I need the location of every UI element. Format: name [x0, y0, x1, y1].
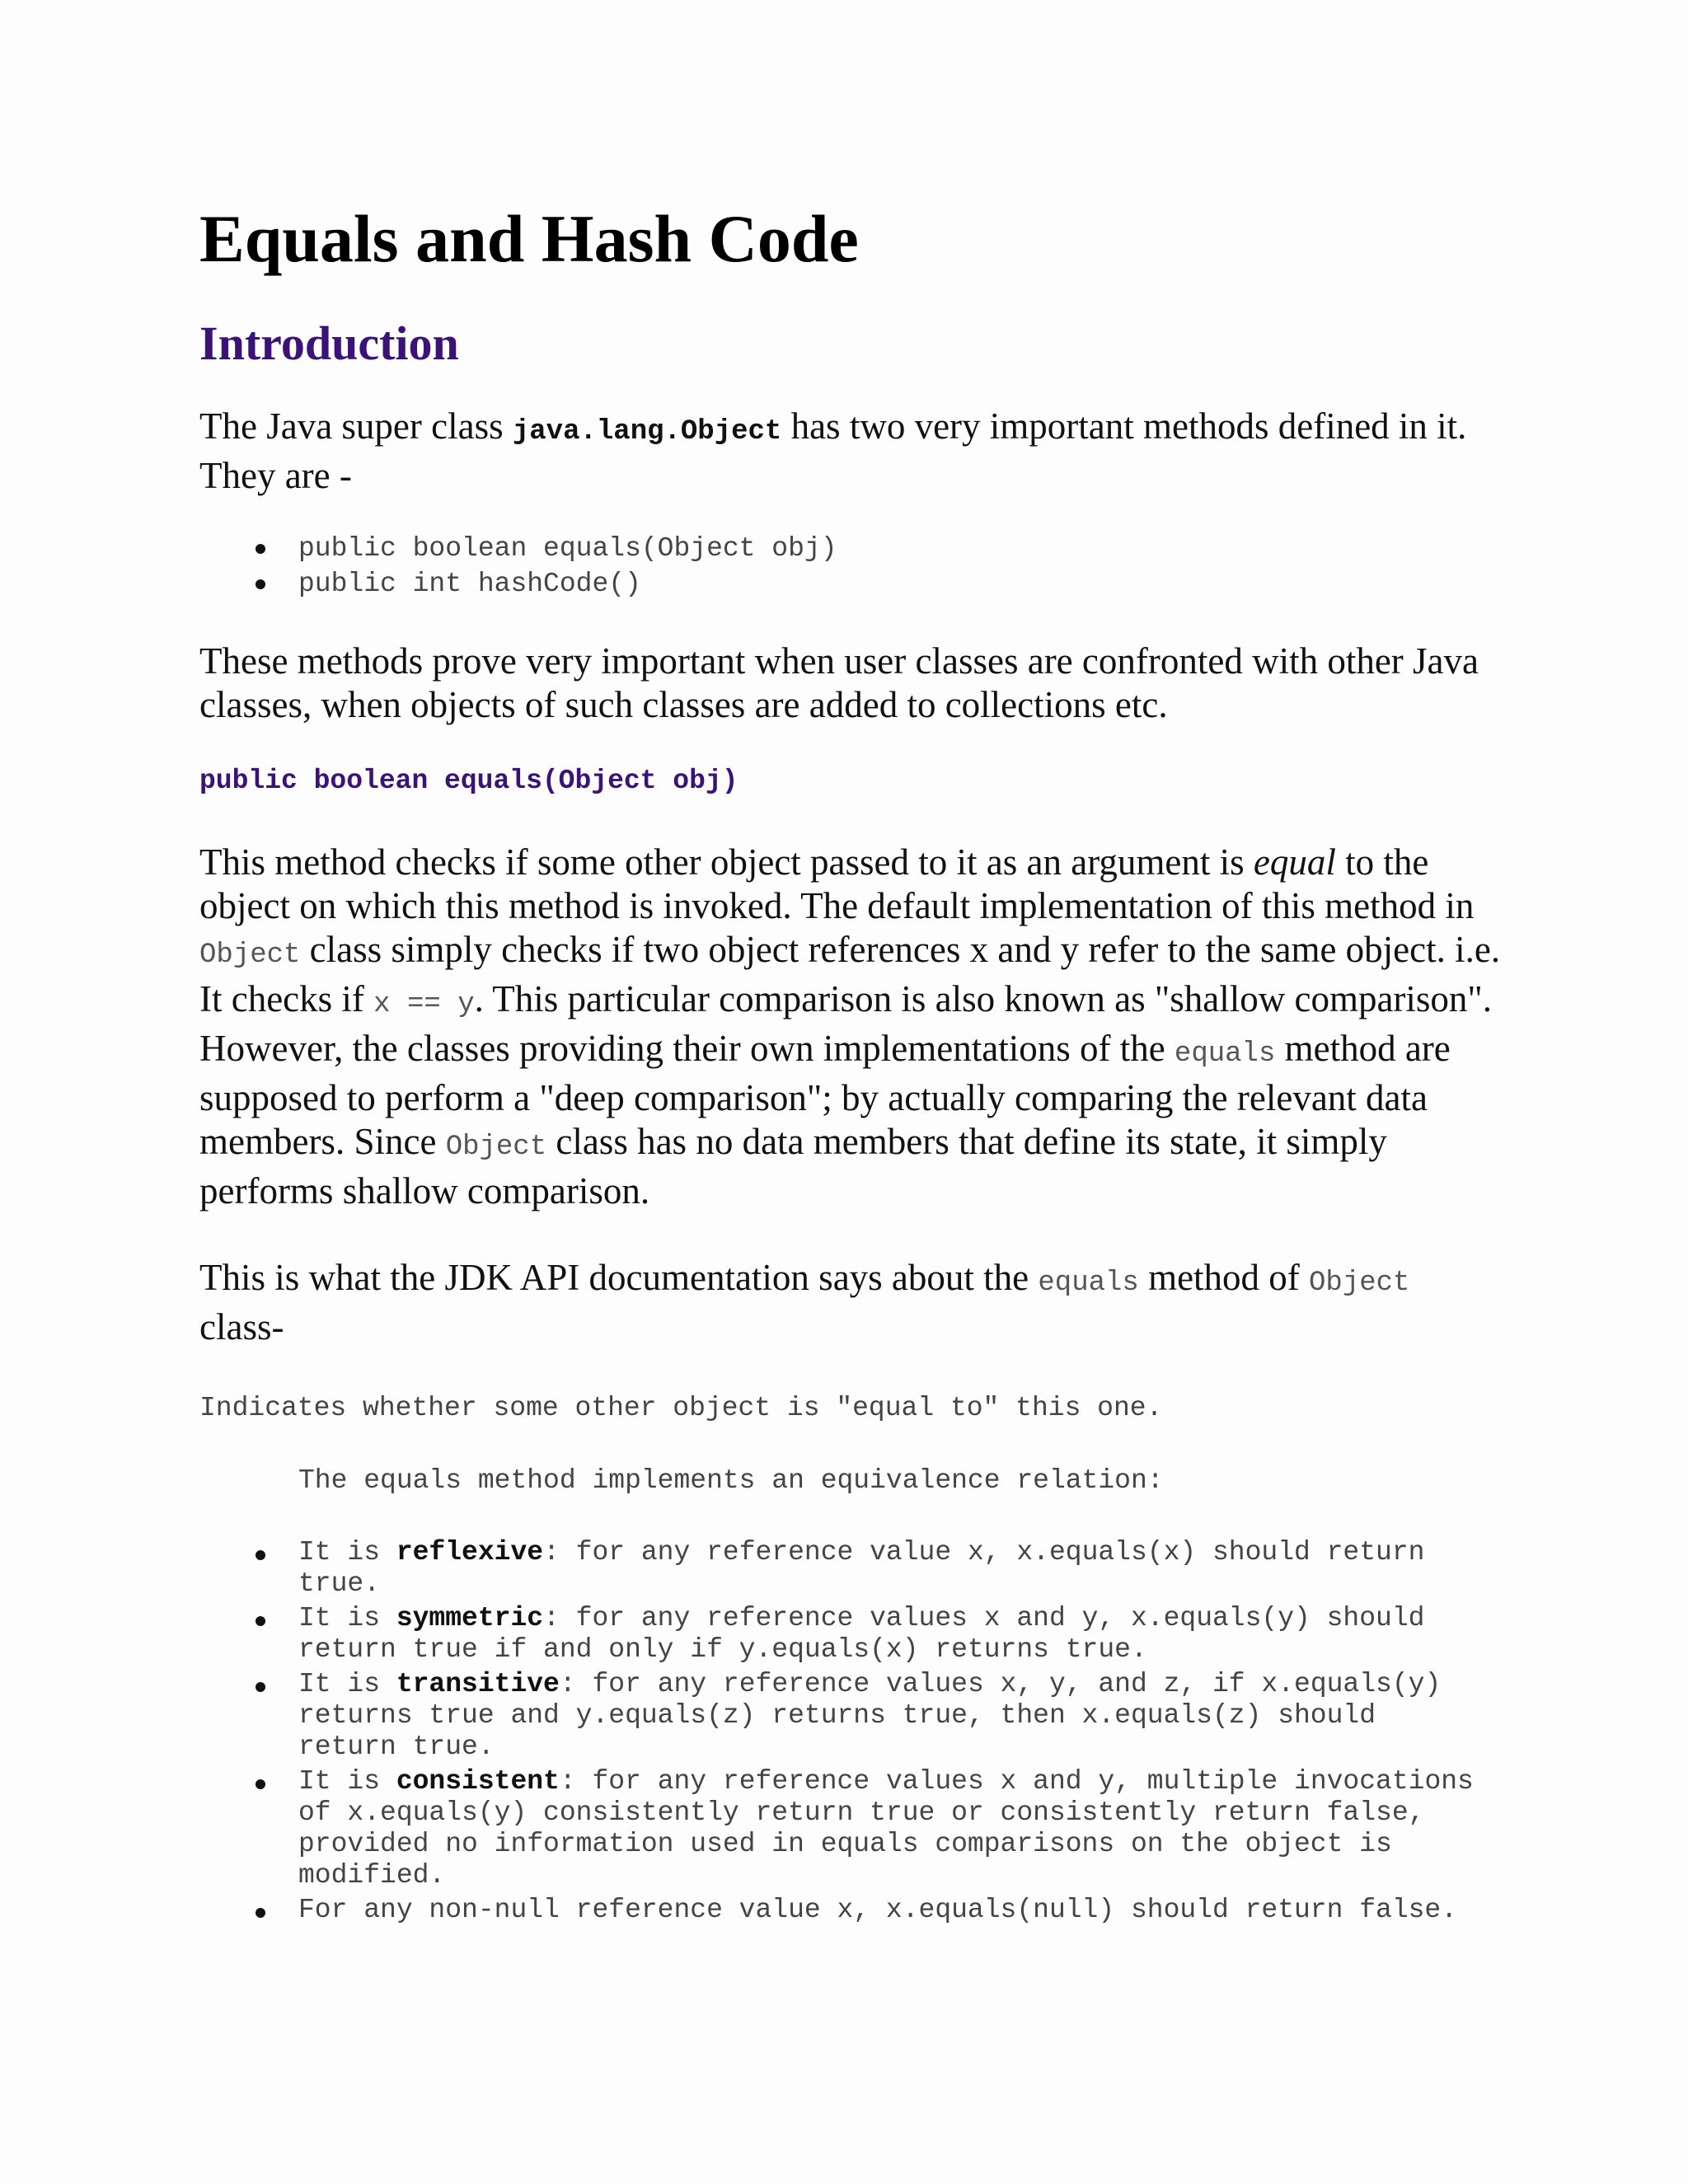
para3-emphasis: equal [1253, 841, 1336, 883]
para3-code-4: Object [445, 1132, 547, 1163]
list-item-symmetric [298, 1603, 1485, 1666]
para3-text-3: class simply checks if two object references x and y refer to the same object. i.e. It checks if [199, 929, 1501, 1019]
jdk-doc-paragraph [199, 1256, 1502, 1349]
rule-term: symmetric [396, 1603, 544, 1633]
list-item-consistent [298, 1766, 1485, 1891]
methods-importance-paragraph: These methods prove very important when user classes are confronted with other Java classes, when objects of such classes are added to collections etc. [199, 640, 1479, 725]
rule-text: : for any reference values x and y, x.equals(y) should return true if and only if y.equals(x) returns true. [298, 1603, 1425, 1665]
rule-text: : for any reference values x and y, multiple invocations of x.equals(y) consistently return true or consistently return false, provided no information used in equals comparisons on the object is modified. [298, 1766, 1474, 1891]
intro-text-after: has two very important methods defined in it. They are - [199, 405, 1467, 496]
para4-text-3: class- [199, 1306, 284, 1347]
rule-text: : for any reference values x, y, and z, if x.equals(y) returns true and y.equals(z) returns true, then x.equals(z) should return true. [298, 1669, 1442, 1762]
para3-text-5: method are supposed to perform a "deep comparison"; by actually comparing the relevant data members. Since [199, 1028, 1451, 1162]
equivalence-rules-list [199, 1537, 1502, 1926]
para3-code-3: equals [1174, 1038, 1276, 1070]
method-signature-list [199, 531, 1502, 602]
api-quote-lead: Indicates whether some other object is "equal to" this one. [199, 1393, 1163, 1423]
list-item-transitive [298, 1669, 1485, 1763]
rule-text: For any non-null reference value x, x.equals(null) should return false. [298, 1895, 1458, 1925]
para3-text-6: class has no data members that define its state, it simply performs shallow comparison. [199, 1121, 1387, 1212]
intro-text-before: The Java super class [199, 405, 513, 447]
list-item-hashcode-signature: public int hashCode() [298, 566, 1502, 602]
list-item-non-null [298, 1895, 1485, 1926]
rule-term: consistent [396, 1766, 560, 1797]
equals-description-paragraph [199, 841, 1502, 1213]
para3-code-1: Object [199, 940, 301, 971]
rule-term: reflexive [396, 1537, 544, 1568]
rule-prefix: It is [298, 1669, 396, 1699]
para3-text-4: . This particular comparison is also known as "shallow comparison". However, the classes providing their own implementations of the [199, 978, 1493, 1069]
rule-prefix: It is [298, 1603, 396, 1633]
para4-code-1: equals [1038, 1268, 1139, 1299]
intro-paragraph [199, 405, 1502, 498]
rule-term: transitive [396, 1669, 560, 1699]
rule-prefix: It is [298, 1537, 396, 1568]
list-item-reflexive [298, 1537, 1485, 1600]
equals-method-subheading: public boolean equals(Object obj) [199, 766, 738, 796]
para3-code-2: x == y [373, 989, 475, 1020]
para4-text-1: This is what the JDK API documentation says about the [199, 1257, 1039, 1298]
document-page [199, 194, 1502, 1929]
rule-prefix: It is [298, 1766, 396, 1797]
section-heading-introduction: Introduction [199, 316, 459, 370]
intro-code-class: java.lang.Object [512, 416, 782, 448]
para3-text-1: This method checks if some other object passed to it as an argument is [199, 841, 1254, 883]
api-quote-subtext: The equals method implements an equivalence relation: [298, 1465, 1164, 1496]
list-item-equals-signature: public boolean equals(Object obj) [298, 531, 1502, 566]
para4-code-2: Object [1309, 1268, 1410, 1299]
para4-text-2: method of [1138, 1257, 1310, 1298]
page-title: Equals and Hash Code [199, 201, 859, 276]
para3-text-2: to the object on which this method is invoked. The default implementation of this method in [199, 841, 1475, 926]
rule-text: : for any reference value x, x.equals(x) should return true. [298, 1537, 1425, 1599]
